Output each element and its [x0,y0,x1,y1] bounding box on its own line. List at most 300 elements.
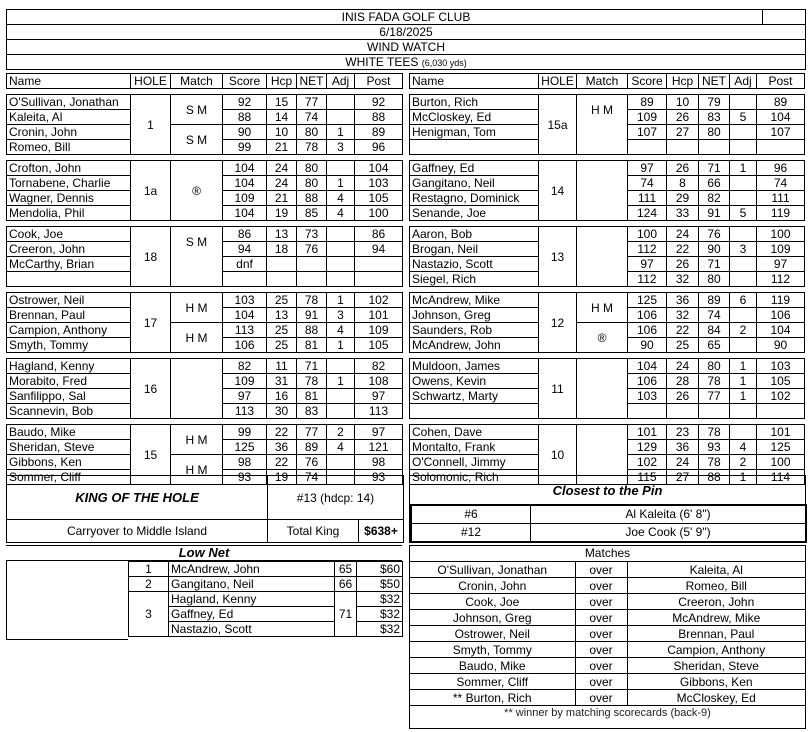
player-name: Sommer, Cliff [7,470,131,485]
matches-box [409,545,806,729]
player-post: 121 [355,440,403,455]
player-post: 100 [757,455,805,470]
player-net: 80 [297,125,327,140]
king-title-cell [7,476,268,520]
low-net-name: Hagland, Kenny [169,592,335,607]
player-hcp: 22 [667,323,699,338]
match-over: over [575,578,627,594]
player-score: 125 [223,440,267,455]
hole-number: 15a [539,95,577,155]
low-net-name: McAndrew, John [169,562,335,577]
player-score: 104 [223,206,267,221]
hole-number: 11 [539,359,577,419]
match-type: ® [171,161,223,221]
player-hcp: 25 [667,338,699,353]
player-adj: 1 [327,338,355,353]
player-score [628,140,667,155]
player-score: dnf [223,257,267,272]
player-name: Scannevin, Bob [7,404,131,419]
closest-hole: #12 [412,524,531,541]
match-empty [171,257,223,287]
player-name: Creeron, John [7,242,131,257]
hole-number: 16 [131,359,171,419]
match-over: over [575,626,627,642]
player-score: 124 [628,206,667,221]
player-net: 71 [297,359,327,374]
player-hcp: 24 [267,161,297,176]
player-row [7,293,403,308]
low-net-row [129,607,403,622]
king-hole-cell [268,476,403,520]
player-hcp: 36 [667,293,699,308]
player-post: 108 [355,374,403,389]
carryover-cell [7,520,268,542]
player-name: Siegel, Rich [410,272,539,287]
player-adj: 2 [730,323,757,338]
left-header-row [7,74,403,89]
player-name: Smyth, Tommy [7,338,131,353]
player-score: 100 [628,227,667,242]
closest-title: Closest to the Pin [552,482,663,498]
player-name: Morabito, Fred [7,374,131,389]
player-name: Crofton, John [7,161,131,176]
right-col-header: Adj [730,74,757,89]
player-adj [730,176,757,191]
player-post: 82 [355,359,403,374]
player-post: 86 [355,227,403,242]
match-empty [577,161,628,221]
player-hcp: 30 [267,404,297,419]
match-type: H M [171,323,223,353]
player-adj [327,359,355,374]
player-net: 93 [699,440,730,455]
match-loser: Campion, Anthony [627,642,805,658]
player-name [7,272,131,287]
player-net: 80 [699,125,730,140]
player-score: 111 [628,191,667,206]
player-adj [730,338,757,353]
player-adj: 4 [327,191,355,206]
player-adj [730,125,757,140]
player-name: Muldoon, James [410,359,539,374]
match-over: over [575,690,627,706]
player-hcp: 16 [267,389,297,404]
match-winner: Cronin, John [410,578,575,594]
player-name: Gibbons, Ken [7,455,131,470]
player-net: 78 [297,140,327,155]
player-row [7,257,403,272]
player-post [757,404,805,419]
match-winner: O'Sullivan, Jonathan [410,562,575,578]
closest-winner: Joe Cook (5' 9") [625,525,711,539]
player-score: 109 [223,374,267,389]
low-net-row [129,622,403,637]
player-post: 103 [355,176,403,191]
player-post: 125 [757,440,805,455]
player-post: 106 [757,308,805,323]
player-net: 88 [297,191,327,206]
player-hcp: 23 [667,425,699,440]
player-adj: 5 [730,206,757,221]
player-score: 97 [628,161,667,176]
player-name: Montalto, Frank [410,440,539,455]
player-post: 101 [757,425,805,440]
player-adj: 1 [730,374,757,389]
hole-number: 1a [131,161,171,221]
match-row [410,658,805,674]
match-row [410,610,805,626]
player-hcp: 13 [267,227,297,242]
player-hcp: 19 [267,470,297,485]
player-name: Mendolia, Phil [7,206,131,221]
player-net: 90 [699,242,730,257]
player-hcp: 24 [267,176,297,191]
player-name: O'Connell, Jimmy [410,455,539,470]
player-score: 107 [628,125,667,140]
player-net: 76 [297,455,327,470]
player-hcp: 32 [667,308,699,323]
scorecard-right [409,73,805,485]
matches-table [410,562,805,706]
player-adj: 4 [730,440,757,455]
player-post [355,257,403,272]
player-hcp [667,140,699,155]
player-name: McAndrew, Mike [410,293,539,308]
player-hcp: 10 [267,125,297,140]
player-net: 65 [699,338,730,353]
hole-number: 18 [131,227,171,287]
player-post: 88 [355,110,403,125]
player-net: 73 [297,227,327,242]
player-score: 113 [223,323,267,338]
player-row [410,161,805,176]
closest-row [412,506,805,524]
player-net: 78 [699,455,730,470]
player-hcp: 28 [667,374,699,389]
match-loser: Creeron, John [627,594,805,610]
player-post: 113 [355,404,403,419]
hole-number: 17 [131,293,171,353]
closest-to-pin-box [409,475,806,543]
player-hcp: 21 [267,191,297,206]
player-adj [730,191,757,206]
match-type: H M [171,293,223,323]
player-row [410,293,805,308]
player-name: Campion, Anthony [7,323,131,338]
player-name: Cohen, Dave [410,425,539,440]
player-net: 84 [699,323,730,338]
player-post: 104 [355,161,403,176]
player-name: McAndrew, John [410,338,539,353]
king-title: KING OF THE HOLE [75,490,199,505]
player-post: 102 [355,293,403,308]
player-name: Nastazio, Scott [410,257,539,272]
closest-rows [410,504,807,543]
player-score: 103 [223,293,267,308]
player-net: 66 [699,176,730,191]
player-adj: 3 [327,140,355,155]
player-hcp: 24 [667,455,699,470]
player-hcp: 25 [267,293,297,308]
match-empty [577,125,628,155]
king-hole: #13 (hdcp: 14) [296,490,375,505]
total-king-value: $638+ [364,524,398,538]
low-net-prize: $50 [357,577,403,592]
player-row [7,359,403,374]
player-net: 74 [297,470,327,485]
match-row [410,594,805,610]
player-post: 97 [757,257,805,272]
player-hcp: 26 [667,110,699,125]
player-hcp: 25 [267,338,297,353]
player-name: Henigman, Tom [410,125,539,140]
matches-footnote: ** winner by matching scorecards (back-9) [504,707,711,719]
header-empty-cell [762,9,805,25]
player-post: 96 [757,161,805,176]
player-hcp: 33 [667,206,699,221]
player-hcp: 25 [267,323,297,338]
player-name: O'Sullivan, Jonathan [7,95,131,110]
player-net [699,140,730,155]
player-score: 129 [628,440,667,455]
player-post: 109 [757,242,805,257]
match-row [410,562,805,578]
player-net: 78 [699,374,730,389]
right-col-header: Post [757,74,805,89]
player-net: 83 [297,404,327,419]
player-hcp: 22 [267,455,297,470]
player-net: 89 [699,293,730,308]
tees-info [6,54,806,70]
low-net-table [128,561,403,637]
match-over: over [575,674,627,690]
player-net: 77 [297,425,327,440]
event-name [6,39,806,55]
player-adj: 4 [327,206,355,221]
player-hcp: 8 [667,176,699,191]
match-empty [171,359,223,419]
player-post: 90 [757,338,805,353]
club-name-text: INIS FADA GOLF CLUB [341,10,471,24]
player-adj: 5 [730,110,757,125]
player-adj: 3 [730,242,757,257]
match-type: H M [171,425,223,455]
player-adj: 1 [327,374,355,389]
player-name: Cook, Joe [7,227,131,242]
player-net [699,404,730,419]
player-hcp: 29 [667,191,699,206]
player-post: 92 [355,95,403,110]
player-score: 104 [628,359,667,374]
player-hcp: 10 [667,95,699,110]
player-row [7,425,403,440]
player-adj: 1 [327,125,355,140]
player-name: McCarthy, Brian [7,257,131,272]
low-net-prize: $32 [357,607,403,622]
player-net: 77 [699,389,730,404]
player-score: 104 [223,176,267,191]
player-post: 103 [757,359,805,374]
player-adj: 4 [327,440,355,455]
player-post: 98 [355,455,403,470]
player-score: 115 [628,470,667,485]
match-row [410,674,805,690]
match-winner: Ostrower, Neil [410,626,575,642]
player-row [410,323,805,338]
player-hcp: 22 [667,242,699,257]
player-post: 94 [355,242,403,257]
player-post: 102 [757,389,805,404]
match-empty [577,227,628,287]
low-net-prize: $32 [357,622,403,637]
match-row [410,578,805,594]
player-score: 109 [223,191,267,206]
player-score: 101 [628,425,667,440]
player-hcp: 31 [267,374,297,389]
low-net-name: Gangitano, Neil [169,577,335,592]
player-hcp: 36 [267,440,297,455]
player-name: Gaffney, Ed [410,161,539,176]
low-net-score: 66 [335,577,357,592]
match-loser: Romeo, Bill [627,578,805,594]
matches-title: Matches [410,546,805,562]
player-hcp: 24 [667,227,699,242]
player-hcp: 13 [267,308,297,323]
match-loser: McCloskey, Ed [627,690,805,706]
player-row [7,455,403,470]
player-score: 103 [628,389,667,404]
player-row [410,125,805,140]
player-post: 114 [757,470,805,485]
player-adj [730,425,757,440]
carryover-text: Carryover to Middle Island [66,524,208,538]
player-post: 100 [757,227,805,242]
player-net: 83 [699,110,730,125]
player-adj: 1 [327,293,355,308]
player-net: 80 [699,272,730,287]
player-name: Hagland, Kenny [7,359,131,374]
player-name: Brogan, Neil [410,242,539,257]
player-net: 71 [699,257,730,272]
player-adj [327,272,355,287]
player-net: 78 [699,425,730,440]
player-net: 85 [297,206,327,221]
low-net-frame [6,561,128,640]
player-row [410,425,805,440]
player-score: 90 [223,125,267,140]
player-hcp: 26 [667,389,699,404]
match-type: ® [577,323,628,353]
player-score: 99 [223,140,267,155]
player-score: 102 [628,455,667,470]
player-name: Baudo, Mike [7,425,131,440]
event-name-text: WIND WATCH [367,40,445,54]
player-name: Tornabene, Charlie [7,176,131,191]
right-header-row [410,74,805,89]
player-post: 105 [757,374,805,389]
closest-row [412,524,805,541]
match-winner: ** Burton, Rich [410,690,575,706]
player-net: 79 [699,95,730,110]
player-net [297,257,327,272]
player-net: 89 [297,440,327,455]
player-hcp: 27 [667,470,699,485]
player-adj [327,389,355,404]
player-hcp: 26 [667,257,699,272]
player-adj [327,257,355,272]
player-hcp: 24 [667,359,699,374]
player-score: 104 [223,308,267,323]
player-row [410,359,805,374]
player-name: Cronin, John [7,125,131,140]
player-name: Senande, Joe [410,206,539,221]
left-col-header: Post [355,74,403,89]
match-over: over [575,642,627,658]
player-name: Burton, Rich [410,95,539,110]
player-adj: 6 [730,293,757,308]
player-score: 88 [223,110,267,125]
hole-number: 1 [131,95,171,155]
club-name [6,9,806,25]
player-adj: 1 [327,176,355,191]
player-hcp: 26 [667,161,699,176]
player-net: 74 [699,308,730,323]
hole-number: 12 [539,293,577,353]
player-hcp: 36 [667,440,699,455]
player-adj [730,272,757,287]
player-adj [327,242,355,257]
player-adj [327,161,355,176]
player-name: McCloskey, Ed [410,110,539,125]
player-net: 71 [699,161,730,176]
match-over: over [575,594,627,610]
player-adj [327,95,355,110]
player-hcp: 27 [667,125,699,140]
player-net: 80 [297,176,327,191]
player-row [7,227,403,242]
right-col-header: Match [577,74,628,89]
total-king-label: Total King [286,524,340,538]
closest-winner: Al Kaleita (6' 8") [625,507,711,521]
match-over: over [575,610,627,626]
total-king-label-cell [268,520,359,542]
low-net-row [129,577,403,592]
player-score: 89 [628,95,667,110]
match-over: over [575,658,627,674]
player-score: 106 [223,338,267,353]
player-score: 90 [628,338,667,353]
player-adj [730,257,757,272]
player-net: 78 [297,293,327,308]
player-adj [730,140,757,155]
king-of-hole-box [6,475,404,543]
player-post: 96 [355,140,403,155]
player-score: 109 [628,110,667,125]
left-col-header: Adj [327,74,355,89]
match-type: H M [171,455,223,485]
event-date-text: 6/18/2025 [379,25,433,39]
player-score: 97 [223,389,267,404]
player-row [7,95,403,110]
player-net: 81 [297,389,327,404]
low-net-place: 3 [129,592,169,637]
hole-number: 14 [539,161,577,221]
player-row [7,161,403,176]
player-score: 112 [628,272,667,287]
low-net-place: 1 [129,562,169,577]
player-score: 113 [223,404,267,419]
player-adj: 4 [327,323,355,338]
